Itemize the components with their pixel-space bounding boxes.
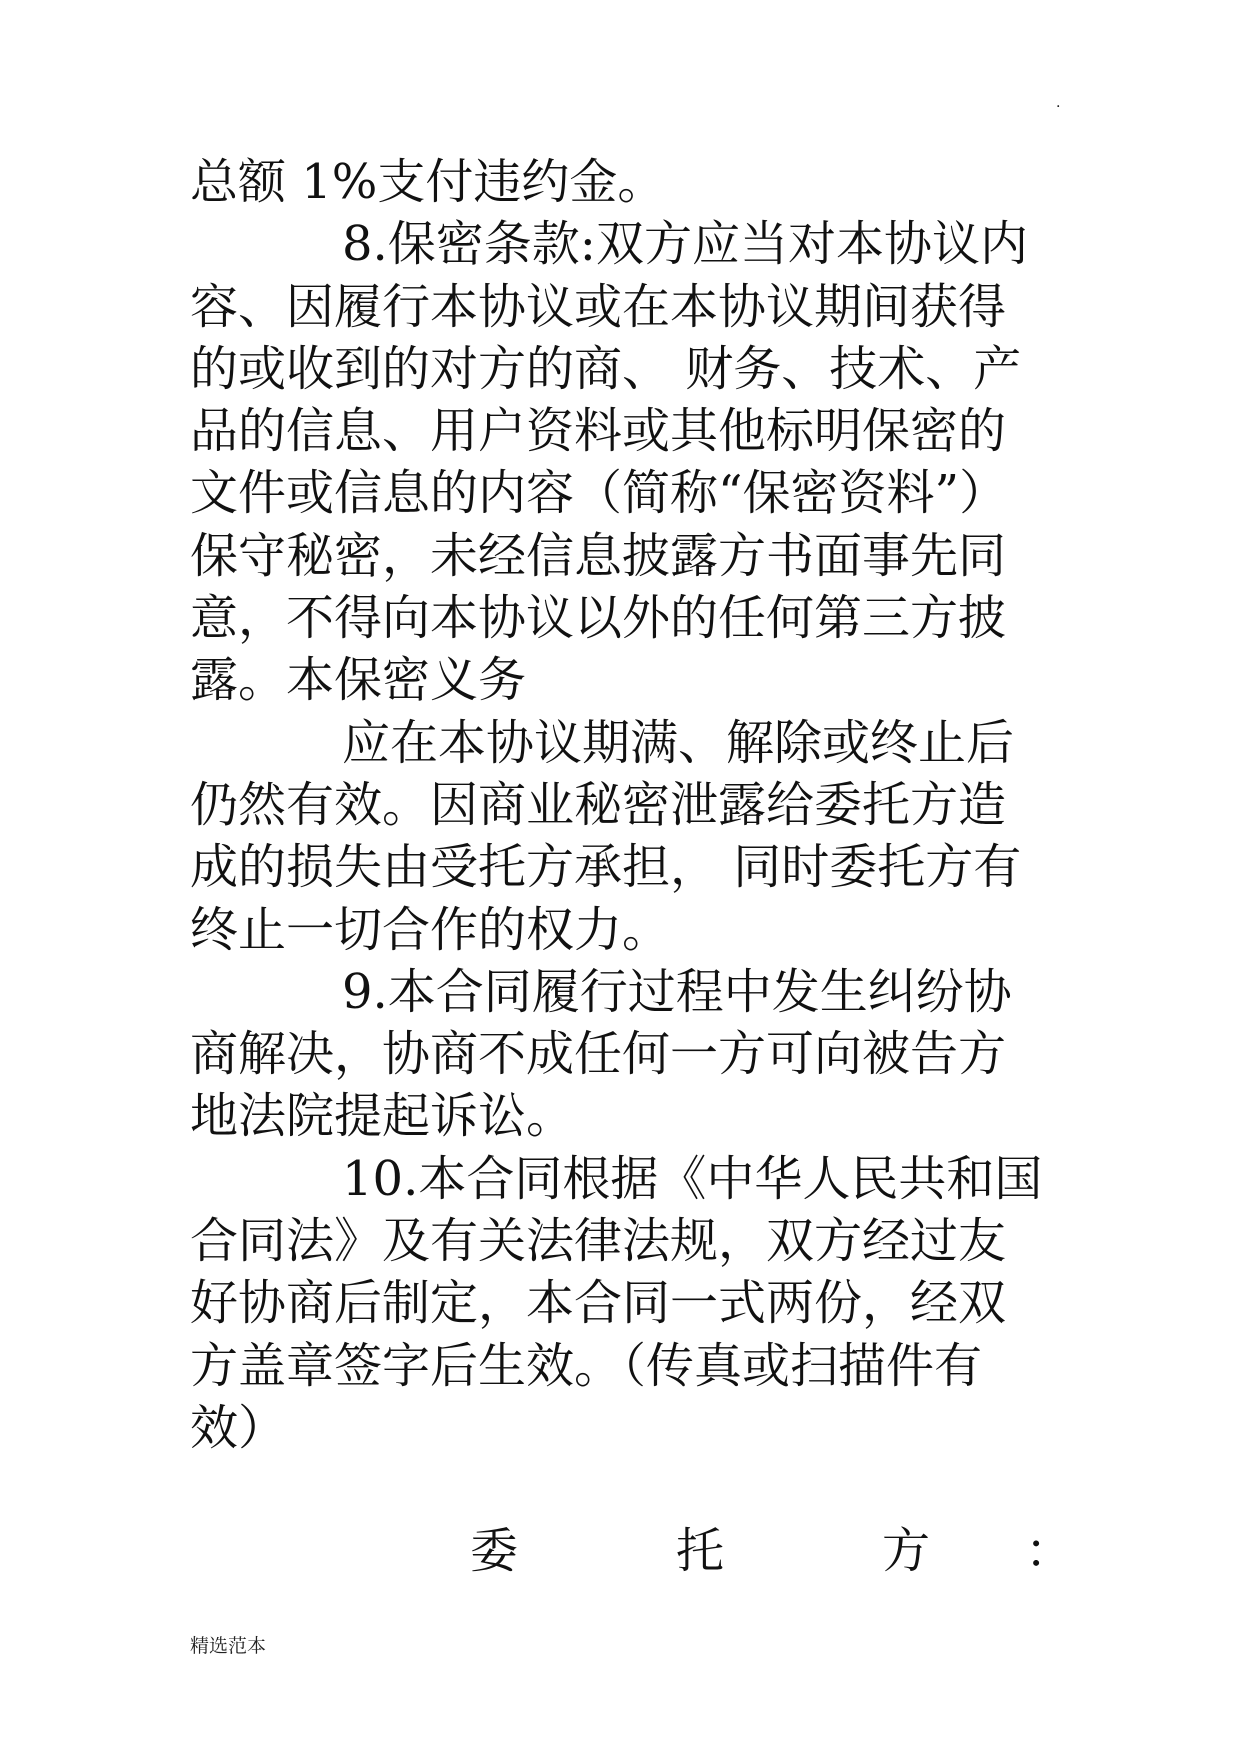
text-line: 总额 1%支付违约金。 [190, 154, 666, 210]
text-line: 终止一切合作的权力。 [190, 901, 671, 958]
text-line: 露。本保密义务 [190, 652, 527, 709]
text-line: 商解决，协商不成任何一方可向被告方 [190, 1026, 1007, 1083]
clause-10-start: 10.本合同根据《中华人民共和国 [342, 1150, 1043, 1207]
clause-9-start: 9.本合同履行过程中发生纠纷协 [342, 963, 1012, 1020]
paragraph-start: 应在本协议期满、解除或终止后 [342, 714, 1015, 771]
text-line: 保守秘密，未经信息披露方书面事先同 [190, 527, 1007, 584]
signature-char: 委 [470, 1523, 519, 1579]
text-line: 文件或信息的内容（简称“保密资料”） [190, 465, 1008, 522]
signature-label [470, 1520, 1074, 1582]
text-line: 地法院提起诉讼。 [190, 1088, 575, 1145]
signature-char: ： [1025, 1523, 1074, 1579]
footer-text: 精选范本 [190, 1635, 267, 1657]
text-line: 好协商后制定，本合同一式两份，经双 [190, 1275, 1007, 1332]
signature-char: 托 [676, 1523, 725, 1579]
text-line: 效） [190, 1399, 287, 1456]
text-line: 合同法》及有关法律法规，双方经过友 [190, 1213, 1007, 1270]
text-line: 品的信息、用户资料或其他标明保密的 [190, 403, 1007, 460]
text-line: 容、因履行本协议或在本协议期间获得 [190, 278, 1007, 335]
header-mark: . [1056, 95, 1061, 111]
clause-8-start: 8.保密条款:双方应当对本协议内 [342, 216, 1028, 273]
text-line: 仍然有效。因商业秘密泄露给委托方造 [190, 776, 1007, 833]
text-line: 成的损失由受托方承担， 同时委托方有 [190, 839, 1022, 896]
signature-char: 方 [882, 1523, 931, 1579]
document-body [190, 151, 1060, 1459]
text-line: 的或收到的对方的商、 财务、技术、产 [190, 340, 1022, 397]
text-line: 意，不得向本协议以外的任何第三方披 [190, 590, 1007, 647]
text-line: 方盖章签字后生效。（传真或扫描件有 [190, 1337, 983, 1394]
